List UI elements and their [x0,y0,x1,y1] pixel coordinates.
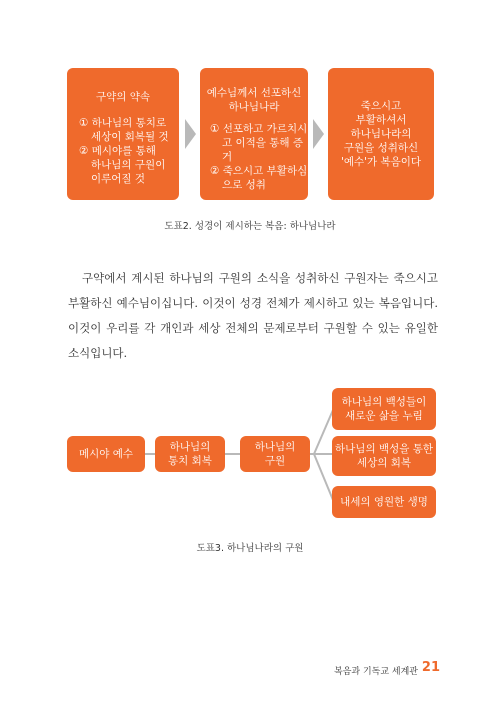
messiah-jesus-label: 메시야 예수 [78,448,134,460]
gospel-line: 구원을 성취하신 [343,142,419,154]
world-restoration-label: 하나님의 백성을 통한 [335,443,433,455]
messiah-jesus-node [67,436,145,472]
gospel-line: 하나님나라의 [350,128,412,140]
promise-item: ② 메시야를 통해 [79,145,156,157]
world-restoration-node [332,436,436,476]
figure2-caption: 도표2. 성경이 제시하는 복음: 하나님나라 [164,221,336,232]
eternal-life-node [332,486,436,518]
salvation-node [240,436,310,472]
figure3-caption: 도표3. 하나님나라의 구원 [196,543,304,554]
restore-reign-label: 통치 회복 [168,455,212,467]
jesus-proclaimed-title: 예수님께서 선포하신 [206,87,302,99]
salvation-label: 구원 [264,455,286,467]
page-number: 21 [421,660,440,675]
running-title: 복음과 기독교 세계관 [334,667,418,677]
promise-box-title: 구약의 약속 [95,91,151,103]
jesus-proclaimed-title: 하나님나라 [228,101,280,113]
new-life-label: 새로운 삶을 누림 [345,410,423,422]
promise-item: 이루어질 것 [91,173,146,185]
new-life-label: 하나님의 백성들이 [341,396,427,408]
promise-item: ① 하나님의 통치로 [79,117,167,129]
restore-reign-label: 하나님의 [169,441,211,453]
promise-item: 세상이 회복될 것 [91,131,169,143]
jesus-proclaimed-item: ① 선포하고 가르치시 [210,123,308,135]
body-text: 구약에서 계시된 하나님의 구원의 소식을 성취하신 구원자는 죽으시고 부활하신 예수님이십니다. 이것이 성경 전체가 제시하고 있는 복음입니다. 이것이 우리를 각 개인과 세상 전체의 문제로부터 구원할 수 있는 유일한 소식입니다. [68,271,438,360]
promise-item: 하나님의 구원이 [91,159,166,171]
eternal-life-label: 내세의 영원한 생명 [340,496,428,508]
jesus-proclaimed-item: ② 죽으시고 부활하심 [210,165,308,177]
jesus-proclaimed-item: 으로 성취 [222,179,266,191]
gospel-line: '예수'가 복음이다 [340,156,422,168]
gospel-line: 부활하셔서 [355,114,407,126]
gospel-line: 죽으시고 [360,100,402,112]
new-life-node [332,388,436,430]
salvation-label: 하나님의 [254,441,296,453]
restore-reign-node [155,436,225,472]
world-restoration-label: 세상의 회복 [356,457,412,469]
jesus-proclaimed-item: 고 이적을 통해 증거 [222,137,304,163]
